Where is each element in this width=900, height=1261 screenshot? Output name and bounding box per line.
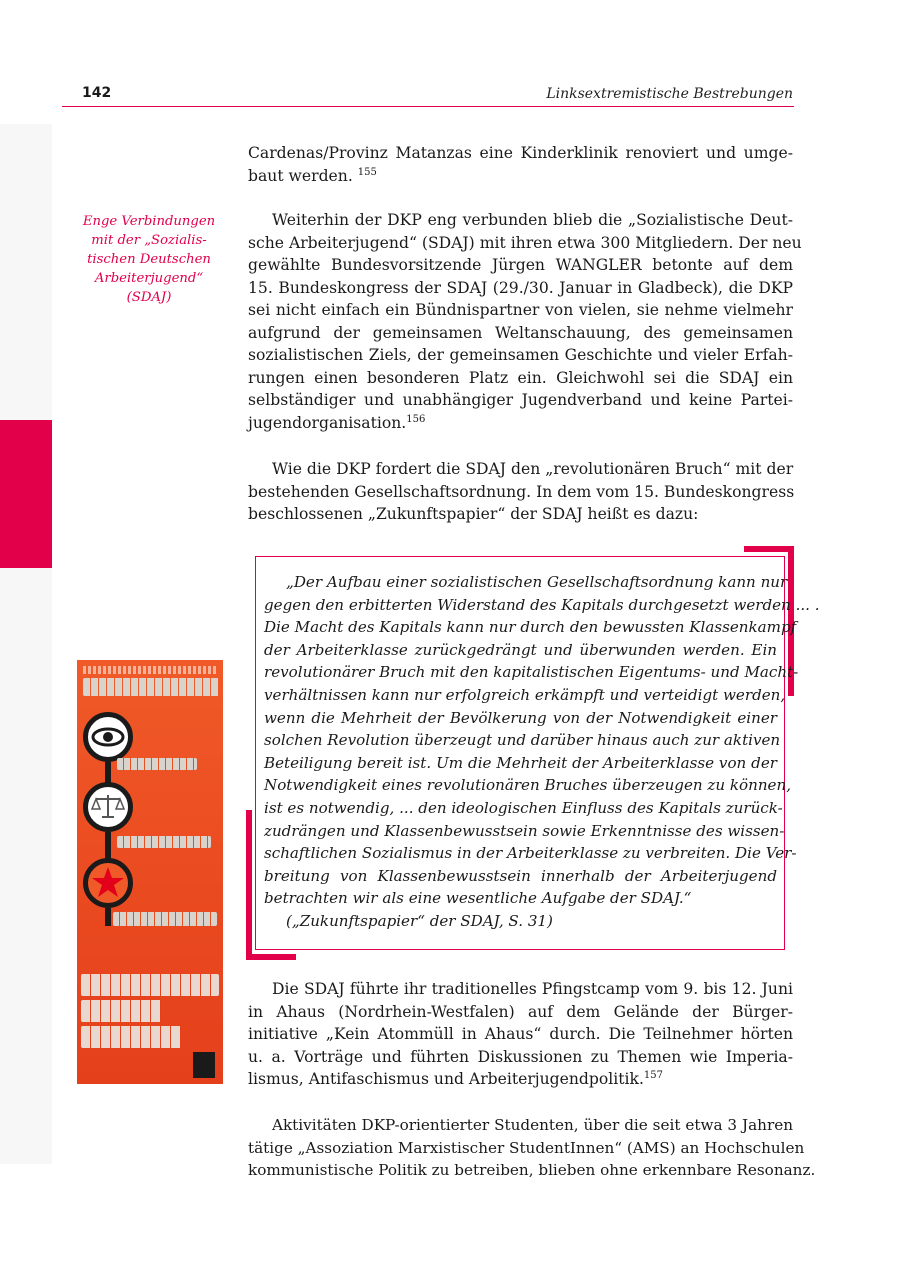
margin-note-line: Arbeiterjugend“ [94, 271, 204, 286]
text-line-content: lismus, Antifaschismus und Arbeiterjugendpolitik. [248, 1070, 644, 1088]
margin-background [0, 124, 52, 1164]
poster-decoration [83, 666, 217, 674]
text-line: rungen einen besonderen Platz ein. Gleichwohl sei die SDAJ ein [248, 368, 793, 387]
margin-note-line: mit der „Sozialis- [91, 233, 207, 248]
text-line [248, 1068, 793, 1091]
quote-text [264, 571, 820, 933]
header-rule [62, 106, 794, 107]
running-header: Linksextremistische Bestrebungen [546, 86, 793, 102]
margin-note-line: Enge Verbindungen [82, 214, 216, 229]
text-line: u. a. Vorträge und führten Diskussionen zu Themen wie Imperia- [248, 1047, 793, 1066]
page-number: 142 [82, 85, 112, 101]
quote-line: solchen Revolution überzeugt und darüber hinaus auch zur aktiven [264, 731, 781, 750]
text-line: Die SDAJ führte ihr traditionelles Pfingstcamp vom 9. bis 12. Juni [272, 980, 793, 998]
text-line: sozialistischen Ziels, der gemeinsamen Geschichte und vieler Erfah- [248, 346, 793, 364]
text-line [248, 165, 793, 188]
pfingstcamp-poster-image [77, 660, 223, 1084]
text-line [248, 412, 793, 435]
poster-date-lettering [81, 1026, 181, 1048]
quote-citation: („Zukunftspapier“ der SDAJ, S. 31) [286, 911, 553, 930]
quote-line: ist es notwendig, ... den ideologischen Einfluss des Kapitals zurück- [264, 798, 783, 817]
quote-line: gegen den erbitterten Widerstand des Kapitals durchgesetzt werden ... . [264, 595, 820, 614]
quote-line: zudrängen und Klassenbewusstsein sowie Erkenntnisse des wissen- [264, 821, 785, 840]
text-line: 15. Bundeskongress der SDAJ (29./30. Januar in Gladbeck), die DKP [248, 278, 793, 297]
quote-line: Die Macht des Kapitals kann nur durch den bewussten Klassenkampf [264, 618, 797, 637]
quote-line: verhältnissen kann nur erfolgreich erkämpft und verteidigt werden, [264, 685, 786, 704]
text-line: in Ahaus (Nordrhein-Westfalen) auf dem Gelände der Bürger- [248, 1002, 793, 1021]
text-line: kommunistische Politik zu betreiben, blieben ohne erkennbare Resonanz. [248, 1161, 816, 1179]
text-line: bestehenden Gesellschaftsordnung. In dem vom 15. Bundeskongress [248, 482, 795, 501]
quote-line: betrachten wir als eine wesentliche Aufgabe der SDAJ.“ [264, 889, 692, 908]
text-line-content: jugendorganisation. [248, 413, 407, 432]
margin-note-line: (SDAJ) [126, 290, 172, 305]
text-line: initiative „Kein Atommüll in Ahaus“ durch. Die Teilnehmer hörten [248, 1025, 793, 1043]
text-line: Cardenas/Provinz Matanzas eine Kinderklinik renoviert und umge- [248, 144, 793, 162]
footnote-ref: 155 [357, 166, 377, 178]
margin-note-line: tischen Deutschen [87, 252, 211, 267]
text-line: sei nicht einfach ein Bündnispartner von vielen, sie nehme vielmehr [248, 301, 793, 319]
star-icon [83, 858, 133, 908]
poster-arrow [105, 762, 111, 784]
scales-icon [83, 782, 133, 832]
text-line: beschlossenen „Zukunftspapier“ der SDAJ heißt es dazu: [248, 505, 699, 523]
quote-line: breitung von Klassenbewusstsein innerhalb der Arbeiterjugend [264, 866, 777, 885]
paragraph-3 [248, 458, 793, 526]
text-line: sche Arbeiterjugend“ (SDAJ) mit ihren etwa 300 Mitgliedern. Der neu [248, 233, 802, 252]
eye-icon [83, 712, 133, 762]
poster-label-lettering [113, 912, 217, 926]
quote-line: schaftlichen Sozialismus in der Arbeiterklasse zu verbreiten. Die Ver- [264, 844, 797, 863]
poster-place-lettering [81, 1000, 161, 1022]
paragraph-5 [248, 1114, 816, 1182]
poster-logo [193, 1052, 215, 1078]
margin-note [70, 212, 228, 307]
poster-camp-lettering [81, 974, 219, 996]
poster-title-lettering [83, 678, 219, 696]
text-line: gewählte Bundesvorsitzende Jürgen WANGLER betonte auf dem [248, 256, 793, 274]
text-line: selbständiger und unabhängiger Jugendverband und keine Partei- [248, 391, 793, 409]
poster-arrow [105, 908, 111, 926]
paragraph-1 [248, 142, 793, 187]
paragraph-2 [248, 209, 802, 434]
quote-line: Beteiligung bereit ist. Um die Mehrheit der Arbeiterklasse von der [264, 753, 777, 772]
poster-label-lettering [117, 758, 197, 770]
quote-box [255, 556, 820, 950]
paragraph-4 [248, 978, 793, 1091]
footnote-ref: 157 [643, 1069, 664, 1081]
quote-line: Notwendigkeit eines revolutionären Bruches überzeugen zu können, [264, 776, 792, 795]
quote-line: „Der Aufbau einer sozialistischen Gesellschaftsordnung kann nur [286, 573, 788, 591]
text-line: Wie die DKP fordert die SDAJ den „revolutionären Bruch“ mit der [272, 460, 794, 478]
accent-bar [0, 420, 52, 568]
text-line: tätige „Assoziation Marxistischer StudentInnen“ (AMS) an Hochschulen [248, 1138, 805, 1157]
quote-line: wenn die Mehrheit der Bevölkerung von der Notwendigkeit einer [264, 708, 777, 727]
quote-line: der Arbeiterklasse zurückgedrängt und überwunden werden. Ein [264, 640, 777, 659]
text-line: Aktivitäten DKP-orientierter Studenten, über die seit etwa 3 Jahren [272, 1116, 793, 1134]
quote-line: revolutionärer Bruch mit den kapitalistischen Eigentums- und Macht- [264, 663, 799, 682]
footnote-ref: 156 [406, 413, 426, 425]
text-line: Weiterhin der DKP eng verbunden blieb die „Sozialistische Deut- [272, 211, 793, 229]
text-line: aufgrund der gemeinsamen Weltanschauung, des gemeinsamen [248, 323, 793, 342]
poster-label-lettering [117, 836, 211, 848]
text-line-content: baut werden. [248, 166, 353, 185]
